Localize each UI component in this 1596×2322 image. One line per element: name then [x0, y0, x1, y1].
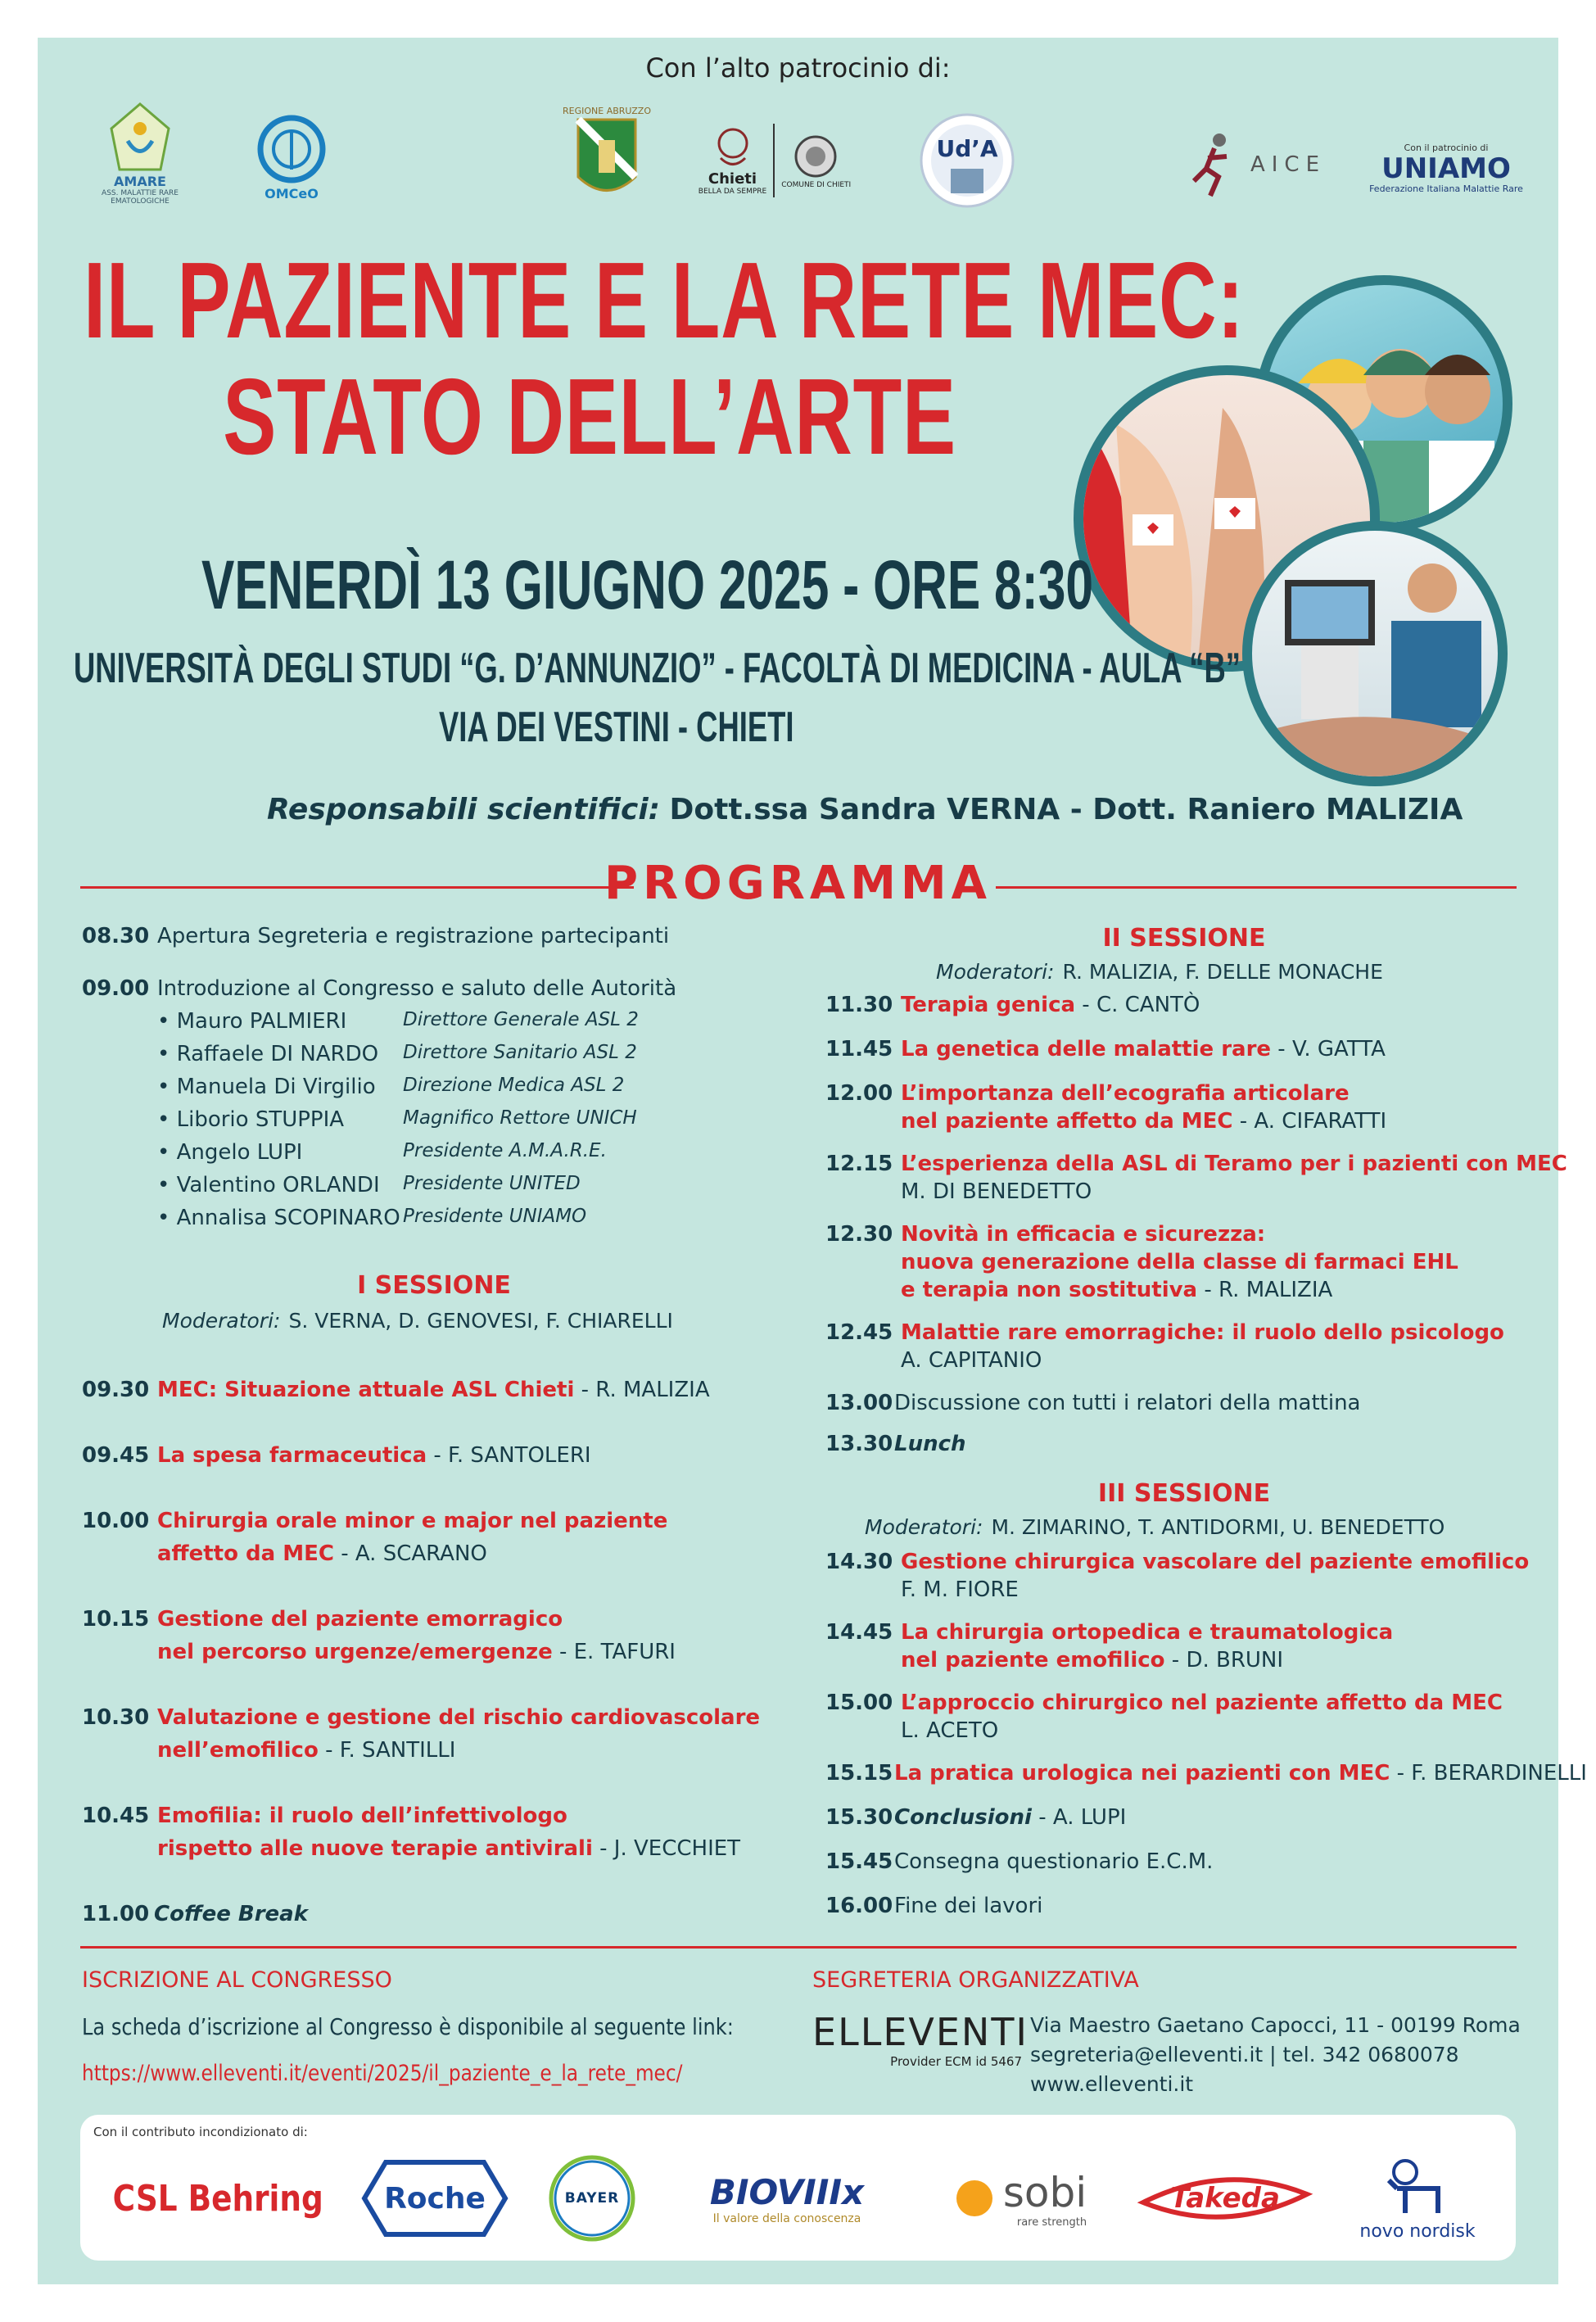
chieti-sub: BELLA DA SEMPRE [698, 188, 767, 196]
agenda-1045-cont: rispetto alle nuove terapie antivirali - J. VECCHIET [157, 1836, 741, 1861]
scientific-leads [267, 793, 1463, 826]
novo-nordisk-logo: novo nordisk [1348, 2149, 1487, 2247]
ultrasound-photo [1242, 521, 1508, 786]
agenda-1015-cont: nel percorso urgenze/emergenze - E. TAFURI [157, 1640, 676, 1664]
registration-text: La scheda d’iscrizione al Congresso è disponibile al seguente link: [82, 2013, 734, 2040]
agenda-1245: 12.45 Malattie rare emorragiche: il ruolo dello psicologo [825, 1320, 1504, 1345]
amare-logo [87, 95, 193, 210]
authority-item: • Valentino ORLANDI Presidente UNITED [157, 1173, 581, 1197]
elleventi-brand: ELLEVENTI [812, 2010, 1029, 2054]
sobi-dot-icon [954, 2178, 995, 2219]
amare-sub: ASS. MALATTIE RARE EMATOLOGICHE [102, 188, 179, 206]
agenda-1215-cont: M. DI BENEDETTO [901, 1179, 1092, 1204]
regione-label: REGIONE ABRUZZO [563, 106, 651, 116]
uniamo-logo [1364, 128, 1528, 210]
bayer-logo: BAYER [539, 2149, 645, 2247]
uniamo-pre: Con il patrocinio di [1404, 143, 1489, 153]
session-3-heading: III SESSIONE [1097, 1479, 1271, 1508]
secretariat-address: Via Maestro Gaetano Capocci, 11 - 00199 Roma [1030, 2013, 1521, 2037]
title-line-2: STATO DELL’ARTE [223, 356, 956, 477]
comune-crest-icon [793, 132, 839, 181]
agenda-1330: 13.30Lunch [825, 1432, 966, 1456]
authority-item: • Liborio STUPPIA Magnifico Rettore UNICH [157, 1107, 637, 1132]
agenda-0930: 09.30 MEC: Situazione attuale ASL Chieti - R. MALIZIA [82, 1378, 710, 1402]
agenda-1445-cont: nel paziente emofilico - D. BRUNI [901, 1648, 1284, 1672]
amare-label: AMARE [114, 173, 166, 189]
session-1-moderators: Moderatori: S. VERNA, D. GENOVESI, F. CHIARELLI [162, 1309, 673, 1333]
sponsors-label: Con il contributo incondizionato di: [93, 2125, 308, 2139]
takeda-logo: Takeda [1127, 2149, 1323, 2247]
amare-emblem-icon [103, 100, 177, 174]
programma-title-text: PROGRAMMA [604, 857, 992, 910]
bioviiix-logo: BIOVIIIx Il valore della conoscenza [709, 2171, 865, 2225]
agenda-1215: 12.15 L’esperienza della ASL di Teramo per i pazienti con MEC [825, 1152, 1567, 1176]
title-line-1: IL PAZIENTE E LA RETE MEC: [84, 240, 1245, 360]
session-2-heading: II SESSIONE [1102, 924, 1266, 953]
agenda-1545: 15.45Consegna questionario E.C.M. [825, 1849, 1214, 1874]
chieti-face-icon [712, 125, 753, 170]
roche-logo: Roche [357, 2149, 513, 2247]
agenda-1200: 12.00 L’importanza dell’ecografia articolare [825, 1081, 1350, 1106]
agenda-1245-cont: A. CAPITANIO [901, 1348, 1042, 1373]
programma-title [38, 857, 1558, 910]
session-3-moderators: Moderatori: M. ZIMARINO, T. ANTIDORMI, U. BENEDETTO [865, 1515, 1445, 1539]
session-1-heading: I SESSIONE [357, 1271, 511, 1300]
elleventi-logo [812, 2010, 1029, 2092]
uda-label: Ud’A [936, 135, 998, 162]
patronage-heading: Con l’alto patrocinio di: [645, 52, 951, 84]
novo-bull-icon [1381, 2156, 1454, 2221]
aice-label: AICE [1250, 152, 1327, 177]
agenda-1030-cont: nell’emofilico - F. SANTILLI [157, 1738, 456, 1763]
agenda-1430-cont: F. M. FIORE [901, 1577, 1019, 1602]
omceo-logo [242, 103, 341, 210]
agenda-1230-cont: nuova generazione della classe di farmaci EHL [901, 1250, 1458, 1274]
registration-heading: ISCRIZIONE AL CONGRESSO [82, 1967, 392, 1993]
event-venue: UNIVERSITÀ DEGLI STUDI “G. D’ANNUNZIO” - FACOLTÀ DI MEDICINA - AULA “B” [74, 645, 1241, 692]
authority-item: • Raffaele DI NARDO Direttore Sanitario ASL 2 [157, 1042, 637, 1066]
agenda-0830: 08.30 Apertura Segreteria e registrazione partecipanti [82, 924, 670, 948]
event-date: VENERDÌ 13 GIUGNO 2025 - ORE 8:30 [201, 546, 1094, 623]
agenda-1130: 11.30 Terapia genica - C. CANTÒ [825, 993, 1200, 1017]
aice-runner-icon [1190, 132, 1239, 197]
comune-label: COMUNE DI CHIETI [781, 181, 852, 189]
agenda-1500-cont: L. ACETO [901, 1718, 999, 1743]
aice-logo [1176, 128, 1340, 201]
agenda-0945: 09.45 La spesa farmaceutica - F. SANTOLERI [82, 1443, 591, 1468]
agenda-1500: 15.00 L’approccio chirurgico nel paziente affetto da MEC [825, 1691, 1503, 1715]
authority-item: • Annalisa SCOPINARO Presidente UNIAMO [157, 1206, 587, 1230]
agenda-1230: 12.30 Novità in efficacia e sicurezza: [825, 1222, 1266, 1247]
poster [38, 38, 1587, 2284]
agenda-1030: 10.30 Valutazione e gestione del rischio cardiovascolare [82, 1705, 761, 1730]
uniamo-sub: Federazione Italiana Malattie Rare [1369, 183, 1523, 194]
authority-item: • Angelo LUPI Presidente A.M.A.R.E. [157, 1140, 607, 1165]
agenda-1600: 16.00Fine dei lavori [825, 1894, 1043, 1918]
agenda-1200-cont: nel paziente affetto da MEC - A. CIFARATTI [901, 1109, 1387, 1134]
secretariat-contact[interactable]: segreteria@elleventi.it | tel. 342 0680078 [1030, 2043, 1459, 2066]
event-title [84, 240, 1245, 477]
agenda-1100: 11.00 Coffee Break [82, 1902, 309, 1926]
agenda-1000-cont: affetto da MEC - A. SCARANO [157, 1541, 487, 1566]
regione-crest-icon [574, 115, 640, 206]
agenda-1145: 11.45 La genetica delle malattie rare - V. GATTA [825, 1037, 1386, 1061]
omceo-emblem-icon [255, 112, 328, 186]
uda-logo [914, 107, 1020, 214]
agenda-1300: 13.00Discussione con tutti i relatori della mattina [825, 1391, 1361, 1415]
sobi-logo: sobi rare strength [930, 2149, 1110, 2247]
regione-abruzzo-logo [562, 95, 652, 218]
chieti-logo [693, 115, 857, 206]
agenda-1430: 14.30 Gestione chirurgica vascolare del paziente emofilico [825, 1550, 1530, 1574]
elleventi-sub: Provider ECM id 5467 [890, 2054, 1022, 2069]
agenda-0900: 09.00 Introduzione al Congresso e saluto delle Autorità [82, 976, 677, 1001]
authority-item: • Manuela Di Virgilio Direzione Medica ASL 2 [157, 1075, 625, 1099]
ultrasound-illustration [1252, 531, 1498, 776]
secretariat-website[interactable]: www.elleventi.it [1030, 2072, 1194, 2096]
agenda-1515: 15.15La pratica urologica nei pazienti con MEC - F. BERARDINELLI [825, 1761, 1587, 1786]
chieti-divider [773, 124, 775, 197]
agenda-1000: 10.00 Chirurgia orale minor e major nel paziente [82, 1509, 668, 1533]
secretariat-heading: SEGRETERIA ORGANIZZATIVA [812, 1967, 1139, 1993]
uniamo-label: UNIAMO [1381, 152, 1511, 185]
agenda-1045: 10.45 Emofilia: il ruolo dell’infettivologo [82, 1804, 567, 1828]
omceo-label: OMCeO [264, 185, 319, 201]
footer-rule [80, 1946, 1517, 1949]
authority-item: • Mauro PALMIERI Direttore Generale ASL 2 [157, 1009, 639, 1034]
scientific-leads-names: Dott.ssa Sandra VERNA - Dott. Raniero MALIZIA [669, 793, 1463, 826]
session-2-moderators: Moderatori: R. MALIZIA, F. DELLE MONACHE [936, 960, 1383, 984]
chieti-label: Chieti [708, 170, 757, 188]
agenda-1015: 10.15 Gestione del paziente emorragico [82, 1607, 563, 1632]
csl-behring-logo: CSL Behring [112, 2177, 323, 2220]
agenda-1445: 14.45 La chirurgia ortopedica e traumatologica [825, 1620, 1394, 1645]
event-address: VIA DEI VESTINI - CHIETI [439, 704, 794, 751]
scientific-leads-label: Responsabili scientifici: [267, 793, 661, 826]
agenda-1530: 15.30Conclusioni - A. LUPI [825, 1805, 1127, 1830]
agenda-1230-cont2: e terapia non sostitutiva - R. MALIZIA [901, 1278, 1333, 1302]
registration-link[interactable]: https://www.elleventi.it/eventi/2025/il_paziente_e_la_rete_mec/ [82, 2061, 683, 2086]
